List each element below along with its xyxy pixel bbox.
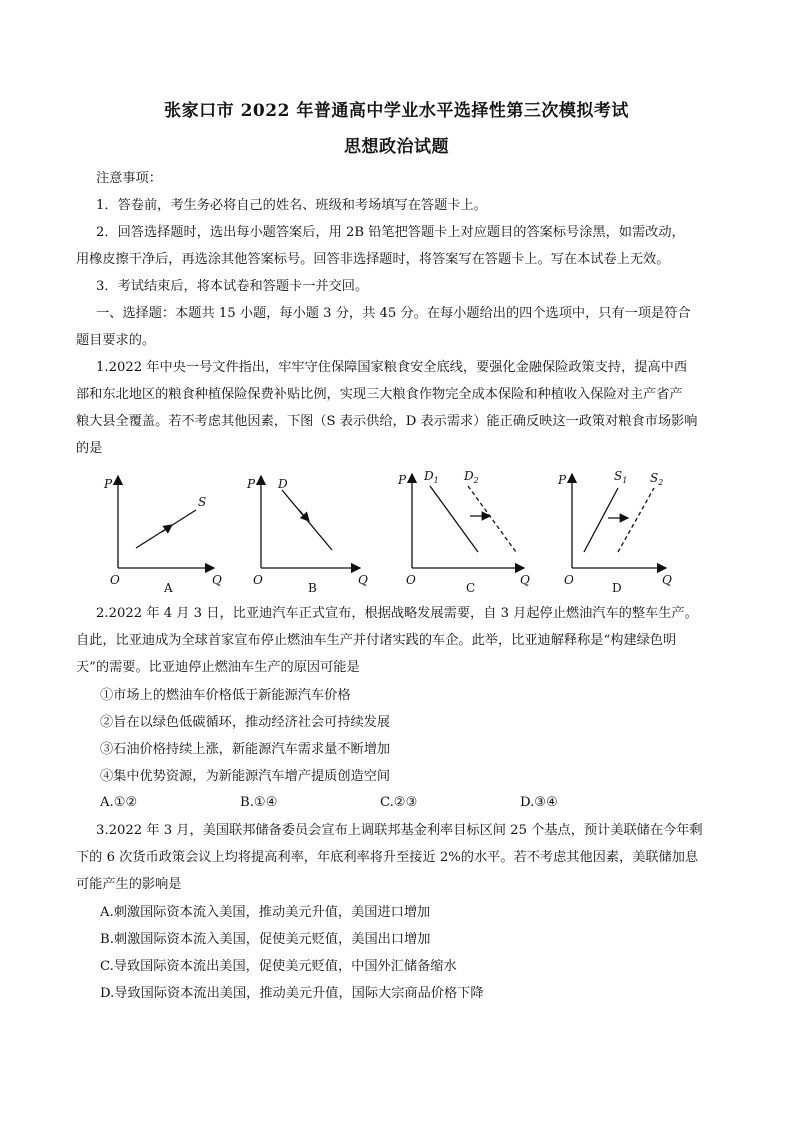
notice-item: 2．回答选择题时，选出每小题答案后，用 2B 铅笔把答题卡上对应题目的答案标号涂黑，如需改动， — [96, 225, 685, 240]
origin-label: O — [406, 573, 416, 587]
axis-q-label: Q — [212, 573, 222, 587]
notice-item: 3．考试结束后，将本试卷和答题卡一并交回。 — [96, 279, 369, 294]
option-b: B.刺激国际资本流入美国，促使美元贬值，美国出口增加 — [100, 932, 431, 947]
graphs-svg — [96, 468, 676, 598]
origin-label: O — [253, 573, 263, 587]
graph-c — [397, 469, 530, 595]
option-c: C.导致国际资本流出美国，促使美元贬值，中国外汇储备缩水 — [100, 959, 457, 974]
axis-p-label: P — [558, 473, 567, 487]
question-1-text: 的是 — [76, 441, 103, 456]
option-d: D.导致国际资本流出美国，推动美元升值，国际大宗商品价格下降 — [100, 986, 484, 1001]
curve-d1-label: $D_1$ — [424, 469, 439, 485]
graph-b — [246, 476, 368, 595]
choice-a: A.①② — [100, 795, 138, 810]
exam-title: 张家口市 2022 年普通高中学业水平选择性第三次模拟考试 — [164, 101, 629, 121]
question-2-text: 2.2022 年 4 月 3 日，比亚迪汽车正式宣布，根据战略发展需要，自 3 月起停止燃油汽车的整车生产。 — [96, 606, 698, 621]
axis-p-label: P — [104, 477, 113, 491]
axis-p-label: P — [398, 473, 407, 487]
section-heading: 题目要求的。 — [76, 333, 156, 348]
curve-s2-label: $S_2$ — [650, 471, 664, 487]
graph-b-label: B — [308, 581, 317, 595]
origin-label: O — [110, 573, 120, 587]
option-a: A.刺激国际资本流入美国，推动美元升值，美国进口增加 — [100, 905, 431, 920]
curve-s1-label: $S_1$ — [614, 469, 628, 485]
choice-d: D.③④ — [520, 795, 558, 810]
graph-d — [557, 469, 672, 595]
curve-d2-label: $D_2$ — [464, 469, 479, 485]
statement-item: ③石油价格持续上涨，新能源汽车需求量不断增加 — [100, 742, 391, 757]
question-3-text: 可能产生的影响是 — [76, 877, 182, 892]
curve-d-label: D — [278, 477, 288, 491]
graph-a — [103, 476, 222, 595]
statement-item: ①市场上的燃油车价格低于新能源汽车价格 — [100, 688, 351, 703]
supply-demand-graphs — [96, 468, 676, 598]
section-heading: 一、选择题：本题共 15 小题，每小题 3 分，共 45 分。在每小题给出的四个选项中，只有一项是符合 — [96, 306, 691, 321]
axis-q-label: Q — [358, 573, 368, 587]
choice-c: C.②③ — [380, 795, 418, 810]
question-1-text: 1.2022 年中央一号文件指出，牢牢守住保障国家粮食安全底线，要强化金融保险政策支持，提高中西 — [96, 360, 688, 375]
statement-item: ②旨在以绿色低碳循环，推动经济社会可持续发展 — [100, 715, 391, 730]
notice-heading: 注意事项： — [96, 171, 162, 186]
question-1-text: 部和东北地区的粮食种植保险保费补贴比例，实现三大粮食作物完全成本保险和种植收入保险对主产省产 — [76, 387, 683, 402]
axis-q-label: Q — [662, 573, 672, 587]
axis-q-label: Q — [520, 573, 530, 587]
graph-a-label: A — [164, 581, 173, 595]
question-2-text: 自此，比亚迪成为全球首家宣布停止燃油车生产并付诸实践的车企。此举，比亚迪解释称是“构建绿色明 — [76, 633, 677, 648]
graph-c-label: C — [466, 581, 476, 595]
origin-label: O — [564, 573, 574, 587]
curve-s-label: S — [198, 495, 207, 509]
question-3-text: 3.2022 年 3 月，美国联邦储备委员会宣布上调联邦基金利率目标区间 25 个基点，预计美联储在今年剩 — [96, 823, 703, 838]
axis-p-label: P — [247, 477, 256, 491]
notice-item: 用橡皮擦干净后，再选涂其他答案标号。回答非选择题时，将答案写在答题卡上。写在本试卷上无效。 — [76, 252, 670, 267]
exam-subtitle: 思想政治试题 — [344, 137, 449, 157]
choice-b: B.①④ — [240, 795, 278, 810]
statement-item: ④集中优势资源，为新能源汽车增产提质创造空间 — [100, 769, 391, 784]
notice-item: 1．答卷前，考生务必将自己的姓名、班级和考场填写在答题卡上。 — [96, 198, 487, 213]
question-1-text: 粮大县全覆盖。若不考虑其他因素，下图（S 表示供给，D 表示需求）能正确反映这一政策对粮食市场影响 — [76, 414, 698, 429]
graph-d-label: D — [612, 581, 622, 595]
question-3-text: 下的 6 次货币政策会议上均将提高利率，年底利率将升至接近 2%的水平。若不考虑其他因素，美联储加息 — [76, 850, 699, 865]
question-2-text: 天”的需要。比亚迪停止燃油车生产的原因可能是 — [76, 660, 360, 675]
